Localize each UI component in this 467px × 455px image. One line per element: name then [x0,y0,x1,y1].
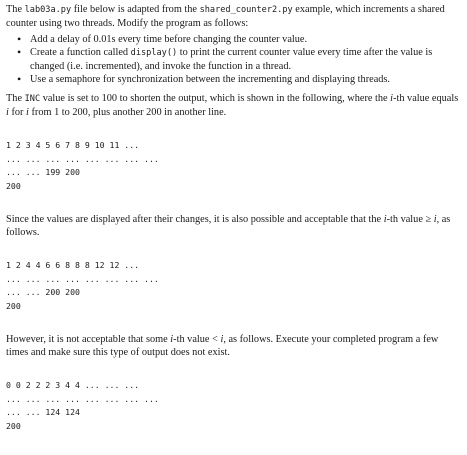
requirement-item-delay [30,33,462,46]
paragraph-text: -th value < [173,334,221,345]
paragraph-text: However, it is not acceptable that some [6,334,171,345]
requirement-text: Create a function called [30,47,131,58]
output-line: 1 2 3 4 5 6 7 8 9 10 11 ... [6,140,140,150]
math-i: i [433,214,437,225]
paragraph-text: Since the values are displayed after their changes, it is also possible and acceptable that the [6,214,384,225]
intro-text: The [6,4,25,15]
requirement-text: to print the current counter value every time after the value is changed (i.e. incremented), and invoke the function in a thread. [30,47,433,72]
acceptable-output-paragraph [6,213,462,239]
assignment-document [6,3,462,433]
sample-output-acceptable [6,259,462,313]
inc-constant: INC [24,94,41,104]
requirement-item-semaphore [30,73,462,86]
output-line: ... ... 124 124 [6,407,80,417]
expected-output-paragraph [6,92,462,119]
sample-output-correct [6,139,462,193]
math-i: i [220,334,224,345]
output-line: ... ... ... ... ... ... ... ... [6,273,159,284]
paragraph-text: for [8,107,27,118]
output-line: ... ... ... ... ... ... ... ... [6,153,159,164]
requirement-item-display [30,46,462,73]
math-i: i [170,334,174,345]
output-line: ... ... ... ... ... ... ... ... [6,393,159,404]
paragraph-text: The [6,93,25,104]
output-line: 200 [6,300,21,311]
paragraph-text: value is set to 100 to shorten the output, which is shown in the following, where the [40,93,391,104]
paragraph-text: -th value ≥ [386,214,434,225]
intro-text: file below is adapted from the [71,4,200,15]
math-i: i [6,107,9,118]
display-function-name: display() [130,48,178,58]
requirements-list [6,33,462,86]
output-line: 200 [6,420,21,431]
requirement-text: Use a semaphore for synchronization between the incrementing and displaying threads. [30,74,390,85]
sample-output-unacceptable [6,379,462,433]
unacceptable-output-paragraph [6,333,462,359]
math-i: i [26,107,29,118]
output-line: ... ... 199 200 [6,167,80,177]
intro-text: example, which increments a shared counter using two threads. Modify the program as follows: [6,4,445,29]
intro-paragraph [6,3,462,30]
file-name-lab03a: lab03a.py [24,5,72,15]
output-line: 0 0 2 2 2 3 4 4 ... ... ... [6,380,140,390]
paragraph-text: , as follows. Execute your completed program a few times and make sure this type of output does not exist. [6,334,439,358]
paragraph-text: -th value equals [393,93,459,104]
output-line: 1 2 4 4 6 6 8 8 8 12 12 ... [6,260,140,270]
paragraph-text: from 1 to 200, plus another 200 in another line. [28,107,227,118]
paragraph-text: , as follows. [6,214,451,238]
output-line: ... ... 200 200 [6,287,80,297]
output-line: 200 [6,180,21,191]
math-i: i [390,93,394,104]
file-name-shared-counter2: shared_counter2.py [199,5,293,15]
math-i: i [383,214,387,225]
requirement-text: Add a delay of 0.01s every time before changing the counter value. [30,34,308,45]
